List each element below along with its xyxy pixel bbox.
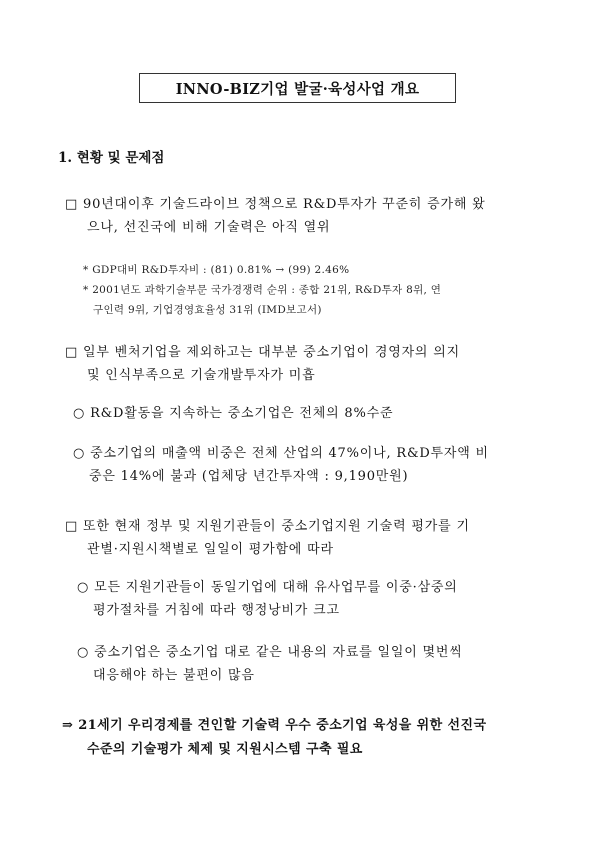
conclusion-line1 — [62, 714, 486, 733]
item3-sub2-line2: 대응해야 하는 불편이 많음 — [93, 668, 255, 683]
item3-line1 — [65, 515, 470, 534]
item1-note1 — [83, 262, 349, 277]
item1-line1 — [65, 193, 486, 212]
conclusion-text-line2: 수준의 기술평가 체제 및 지원시스템 구축 필요 — [87, 742, 363, 757]
conclusion-text-line1: 21세기 우리경제를 견인할 기술력 우수 중소기업 육성을 위한 선진국 — [78, 718, 487, 733]
item2-line1 — [65, 341, 460, 360]
star-bullet-icon: * — [83, 284, 89, 296]
item2-sub2-text: 중소기업의 매출액 비중은 전체 산업의 47%이나, R&D투자액 비 — [90, 446, 489, 461]
item1-note2 — [83, 282, 441, 297]
item3-sub2-text: 중소기업은 중소기업 대로 같은 내용의 자료를 일일이 몇번씩 — [94, 645, 463, 660]
item3-sub1 — [77, 576, 458, 595]
square-bullet-icon: □ — [65, 519, 79, 534]
item2-sub2-line2: 중은 14%에 불과 (업체당 년간투자액 : 9,190만원) — [89, 469, 409, 484]
item3-sub2 — [77, 641, 463, 660]
circle-bullet-icon: ○ — [73, 446, 86, 461]
item1-text-line1: 90년대이후 기술드라이브 정책으로 R&D투자가 꾸준히 증가해 왔 — [83, 197, 486, 212]
square-bullet-icon: □ — [65, 345, 79, 360]
item2-sub1-text: R&D활동을 지속하는 중소기업은 전체의 8%수준 — [90, 406, 394, 421]
circle-bullet-icon: ○ — [77, 580, 90, 595]
item1-note2-text: 2001년도 과학기술부문 국가경쟁력 순위 : 종합 21위, R&D투자 8위, 연 — [92, 284, 442, 296]
item1-text-line2: 으나, 선진국에 비해 기술력은 아직 열위 — [87, 220, 331, 235]
star-bullet-icon: * — [83, 264, 89, 276]
item2-sub1 — [73, 402, 393, 421]
item3-text-line1: 또한 현재 정부 및 지원기관들이 중소기업지원 기술력 평가를 기 — [83, 519, 470, 534]
item1-note1-text: GDP대비 R&D투자비 : (81) 0.81% → (99) 2.46% — [92, 264, 350, 276]
item2-sub2 — [73, 442, 489, 461]
item3-text-line2: 관별·지원시책별로 일일이 평가함에 따라 — [87, 542, 334, 557]
circle-bullet-icon: ○ — [77, 645, 90, 660]
section-heading: 1. 현황 및 문제점 — [58, 150, 165, 166]
item1-note2-line2: 구인력 9위, 기업경영효율성 31위 (IMD보고서) — [93, 304, 322, 316]
circle-bullet-icon: ○ — [73, 406, 86, 421]
arrow-right-icon: ⇒ — [62, 718, 74, 733]
square-bullet-icon: □ — [65, 197, 79, 212]
document-title: INNO-BIZ기업 발굴·육성사업 개요 — [139, 73, 456, 103]
item2-text-line2: 및 인식부족으로 기술개발투자가 미흡 — [87, 368, 316, 383]
item3-sub1-text: 모든 지원기관들이 동일기업에 대해 유사업무를 이중·삼중의 — [94, 580, 458, 595]
item2-text-line1: 일부 벤처기업을 제외하고는 대부분 중소기업이 경영자의 의지 — [83, 345, 460, 360]
item3-sub1-line2: 평가절차를 거침에 따라 행정낭비가 크고 — [93, 603, 340, 618]
